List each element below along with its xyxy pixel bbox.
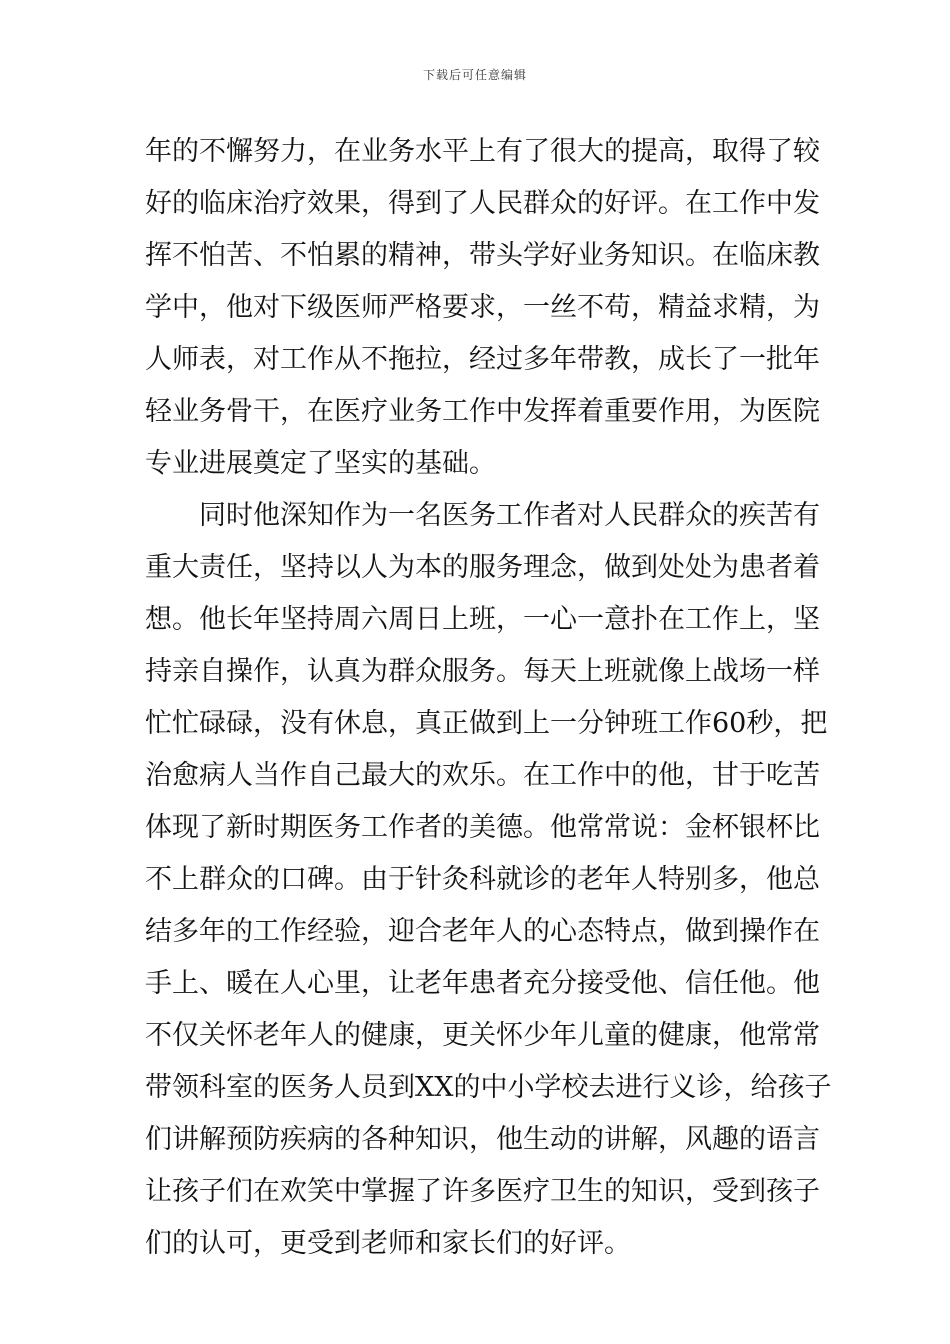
text-line: 专业进展奠定了坚实的基础。 xyxy=(145,448,496,479)
page-header: 下载后可任意编辑 xyxy=(422,68,527,82)
text-line: 挥不怕苦、不怕累的精神，带头学好业务知识。在临床教 xyxy=(145,240,820,271)
text-line: 带领科室的医务人员到XX的中小学校去进行义诊，给孩子 xyxy=(145,1072,832,1103)
text-line: 治愈病人当作自己最大的欢乐。在工作中的他，甘于吃苦 xyxy=(145,760,820,791)
text-line: 们的认可，更受到老师和家长们的好评。 xyxy=(145,1228,631,1259)
text-line: 忙忙碌碌，没有休息，真正做到上一分钟班工作60秒，把 xyxy=(145,708,828,739)
text-line: 体现了新时期医务工作者的美德。他常常说：金杯银杯比 xyxy=(145,812,820,843)
text-line: 不上群众的口碑。由于针灸科就诊的老年人特别多，他总 xyxy=(145,864,820,895)
text-line: 学中，他对下级医师严格要求，一丝不苟，精益求精，为 xyxy=(145,292,820,323)
text-line: 年的不懈努力，在业务水平上有了很大的提高，取得了较 xyxy=(145,136,820,167)
text-line: 人师表，对工作从不拖拉，经过多年带教，成长了一批年 xyxy=(145,344,820,375)
text-line: 们讲解预防疾病的各种知识，他生动的讲解，风趣的语言 xyxy=(145,1124,820,1155)
text-line: 不仅关怀老年人的健康，更关怀少年儿童的健康，他常常 xyxy=(145,1020,820,1051)
text-line: 好的临床治疗效果，得到了人民群众的好评。在工作中发 xyxy=(145,188,820,219)
text-line: 轻业务骨干，在医疗业务工作中发挥着重要作用，为医院 xyxy=(145,396,820,427)
text-line: 同时他深知作为一名医务工作者对人民群众的疾苦有 xyxy=(199,500,820,531)
text-line: 重大责任，坚持以人为本的服务理念，做到处处为患者着 xyxy=(145,552,820,583)
text-line: 结多年的工作经验，迎合老年人的心态特点，做到操作在 xyxy=(145,916,820,947)
paragraph-2 xyxy=(145,490,832,1270)
paragraph-1 xyxy=(145,126,820,490)
text-line: 让孩子们在欢笑中掌握了许多医疗卫生的知识，受到孩子 xyxy=(145,1176,820,1207)
text-line: 想。他长年坚持周六周日上班，一心一意扑在工作上，坚 xyxy=(145,604,820,635)
text-line: 持亲自操作，认真为群众服务。每天上班就像上战场一样 xyxy=(145,656,820,687)
text-line: 手上、暖在人心里，让老年患者充分接受他、信任他。他 xyxy=(145,968,820,999)
